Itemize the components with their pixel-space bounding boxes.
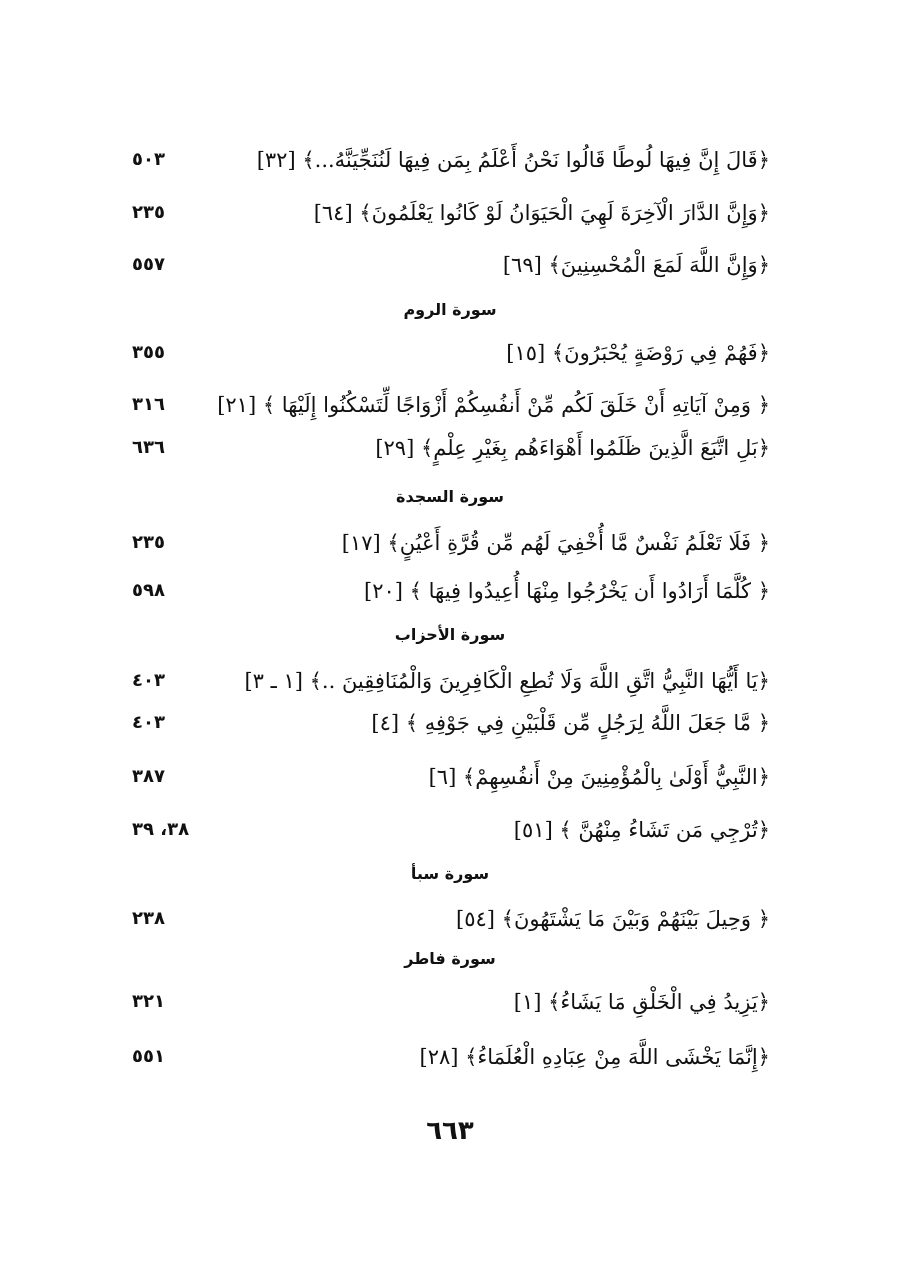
verse-text: ﴿ وَمِنْ آيَاتِهِ أَنْ خَلَقَ لَكُم مِّنْ أَنفُسِكُمْ أَزْوَاجًا لِّتَسْكُنُوا إِلَيْهَا ﴾ [٢١] [217,393,770,417]
verse-text: ﴿بَلِ اتَّبَعَ الَّذِينَ ظَلَمُوا أَهْوَاءَهُم بِغَيْرِ عِلْمٍ﴾ [٢٩] [375,436,770,460]
index-entry [120,383,770,427]
index-entry [120,243,770,287]
verse-text: ﴿وَإِنَّ الدَّارَ الْآخِرَةَ لَهِيَ الْحَيَوَانُ لَوْ كَانُوا يَعْلَمُونَ﴾ [٦٤] [313,201,770,225]
verse-text: ﴿النَّبِيُّ أَوْلَىٰ بِالْمُؤْمِنِينَ مِنْ أَنفُسِهِمْ﴾ [٦] [428,765,770,789]
index-entry [120,138,770,182]
page-reference: ٢٣٨ [132,908,165,929]
page-reference: ٤٠٣ [132,712,165,733]
page-reference: ٥٥١ [132,1046,165,1067]
verse-text: ﴿إِنَّمَا يَخْشَى اللَّهَ مِنْ عِبَادِهِ الْعُلَمَاءُ﴾ [٢٨] [419,1045,770,1069]
verse-text: ﴿ فَلَا تَعْلَمُ نَفْسٌ مَّا أُخْفِيَ لَهُم مِّن قُرَّةِ أَعْيُنٍ﴾ [١٧] [341,531,770,555]
surah-heading: سورة الروم [403,300,497,319]
page-reference: ٥٠٣ [132,149,165,170]
verse-text: ﴿قَالَ إِنَّ فِيهَا لُوطًا قَالُوا نَحْنُ أَعْلَمُ بِمَن فِيهَا لَنُنَجِّيَنَّهُ...﴾ [٣٢] [256,148,770,172]
page-reference: ٥٥٧ [132,254,165,275]
page-reference: ٣٥٥ [132,342,165,363]
index-entry [120,980,770,1024]
page-reference: ٣٨، ٣٩ [132,819,190,840]
page-reference: ٢٣٥ [132,532,165,553]
index-entry [120,426,770,470]
index-entry [120,808,770,852]
index-entry [120,521,770,565]
index-entry [120,191,770,235]
index-entry [120,331,770,375]
verse-text: ﴿تُرْجِي مَن تَشَاءُ مِنْهُنَّ ﴾ [٥١] [513,818,770,842]
verse-text: ﴿ مَّا جَعَلَ اللَّهُ لِرَجُلٍ مِّن قَلْبَيْنِ فِي جَوْفِهِ ﴾ [٤] [371,711,770,735]
page-reference: ٣٨٧ [132,766,165,787]
page-number: ٦٦٣ [426,1116,474,1146]
verse-text: ﴿يَا أَيُّهَا النَّبِيُّ اتَّقِ اللَّهَ وَلَا تُطِعِ الْكَافِرِينَ وَالْمُنَافِقِينَ ..﴾ [١ ـ ٣] [244,669,770,693]
surah-heading: سورة الأحزاب [394,625,506,644]
page-reference: ٤٠٣ [132,670,165,691]
index-entry [120,755,770,799]
index-entry [120,659,770,703]
surah-heading: سورة السجدة [396,487,504,506]
verse-text: ﴿يَزِيدُ فِي الْخَلْقِ مَا يَشَاءُ﴾ [١] [513,990,770,1014]
index-entry [120,1035,770,1079]
verse-text: ﴿وَإِنَّ اللَّهَ لَمَعَ الْمُحْسِنِينَ﴾ [٦٩] [502,253,770,277]
index-entry [120,569,770,613]
verse-text: ﴿ وَحِيلَ بَيْنَهُمْ وَبَيْنَ مَا يَشْتَهُونَ﴾ [٥٤] [456,907,770,931]
verse-text: ﴿فَهُمْ فِي رَوْضَةٍ يُحْبَرُونَ﴾ [١٥] [506,341,770,365]
page-reference: ٥٩٨ [132,580,165,601]
verse-text: ﴿ كُلَّمَا أَرَادُوا أَن يَخْرُجُوا مِنْهَا أُعِيدُوا فِيهَا ﴾ [٢٠] [364,579,770,603]
index-entry [120,897,770,941]
surah-heading: سورة فاطر [404,949,496,968]
surah-heading: سورة سبأ [410,864,490,883]
index-entry [120,701,770,745]
page-reference: ٢٣٥ [132,202,165,223]
page-reference: ٣٢١ [132,991,165,1012]
page-reference: ٣١٦ [132,394,165,415]
page-reference: ٦٣٦ [132,437,165,458]
